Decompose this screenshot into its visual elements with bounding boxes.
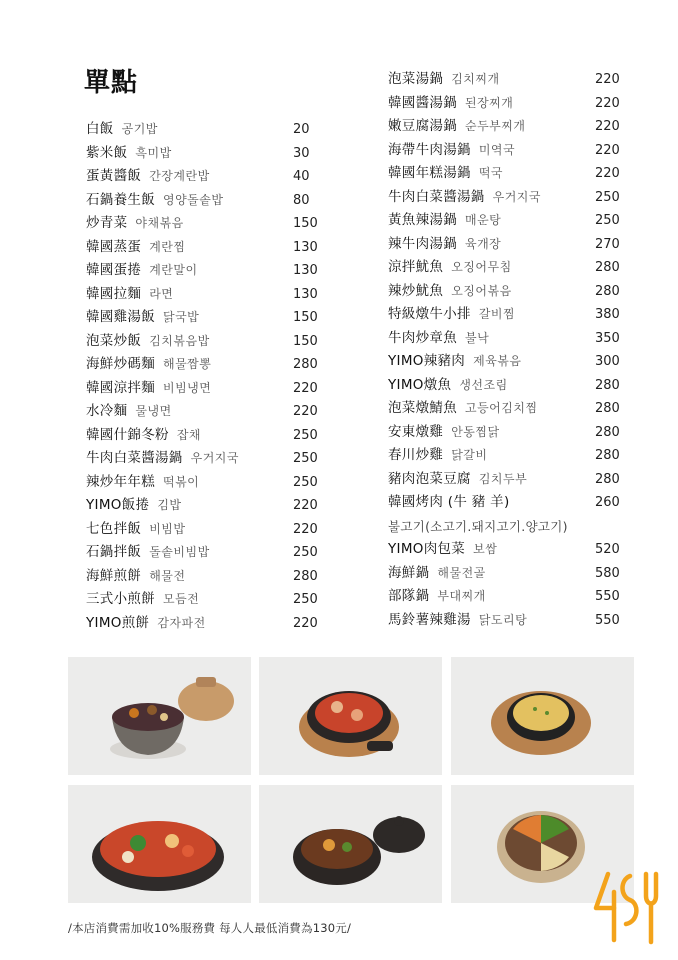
menu-item <box>86 518 318 542</box>
menu-item-korean-name: 간장계란밥 <box>149 169 210 183</box>
menu-item-name: 韓國烤肉 (牛 豬 羊) <box>388 494 510 510</box>
menu-item-price: 550 <box>595 612 620 628</box>
menu-item-price: 250 <box>293 427 318 443</box>
menu-item-name: YIMO肉包菜 <box>388 541 466 557</box>
menu-item <box>388 374 618 398</box>
menu-item-price: 250 <box>595 189 620 205</box>
menu-item-korean-name: 생선조림 <box>459 377 508 392</box>
menu-item <box>86 447 318 471</box>
menu-item <box>388 350 618 374</box>
menu-item-name: 韓國什錦冬粉 <box>86 426 169 443</box>
menu-item <box>86 283 318 307</box>
menu-item-price: 40 <box>293 169 310 184</box>
menu-item-korean-name: 김치두부 <box>478 471 528 486</box>
menu-item-korean-name: 잡채 <box>176 427 201 442</box>
menu-item-name: 韓國蒸蛋 <box>86 238 142 255</box>
menu-item-price: 250 <box>293 545 318 560</box>
menu-item <box>86 424 318 448</box>
menu-item-korean-name: 갈비찜 <box>478 307 516 321</box>
menu-item-price: 280 <box>595 283 620 299</box>
menu-item <box>86 400 318 424</box>
menu-item-price: 250 <box>293 451 318 466</box>
menu-item <box>86 306 318 330</box>
menu-item-korean-name: 육개장 <box>465 236 502 251</box>
menu-item-name: 豬肉泡菜豆腐 <box>388 470 471 487</box>
menu-item-price: 580 <box>595 565 620 581</box>
menu-item <box>86 142 318 166</box>
menu-item <box>388 186 618 210</box>
menu-item-name: 嫩豆腐湯鍋 <box>388 118 457 134</box>
menu-item-name: 七色拌飯 <box>86 520 142 537</box>
menu-item-price: 130 <box>293 263 318 278</box>
dish-photo-stone-pot-rice <box>68 657 251 775</box>
menu-item-price: 380 <box>595 307 620 322</box>
menu-item <box>86 471 318 495</box>
menu-item-name: 特級燉牛小排 <box>388 306 471 322</box>
menu-item-name: YIMO飯捲 <box>86 497 150 513</box>
dish-photo-clay-pot <box>259 785 442 903</box>
menu-item-name: 石鍋拌飯 <box>86 544 142 560</box>
menu-item <box>388 609 618 633</box>
menu-item <box>388 515 618 539</box>
menu-item-price: 20 <box>293 122 310 137</box>
menu-item-price: 220 <box>595 119 620 134</box>
menu-item <box>388 397 618 421</box>
menu-column-right <box>388 68 618 632</box>
menu-item-korean-name: 부대찌개 <box>437 589 486 603</box>
menu-item <box>86 565 318 589</box>
menu-item-price: 220 <box>293 404 318 419</box>
menu-item-name: 部隊鍋 <box>388 588 430 604</box>
menu-item-price: 250 <box>293 474 318 490</box>
menu-item-name: 三式小煎餅 <box>86 591 155 607</box>
menu-item-korean-name: 닭갈비 <box>451 448 488 462</box>
menu-item-name: 馬鈴薯辣雞湯 <box>388 611 471 628</box>
menu-item-price: 220 <box>293 521 318 537</box>
menu-item <box>388 233 618 257</box>
menu-item-price: 130 <box>293 239 318 255</box>
menu-item-korean-name: 김치볶음밥 <box>149 333 210 348</box>
menu-item-korean-name: 모듬전 <box>163 592 200 606</box>
menu-item-price: 280 <box>595 260 620 275</box>
menu-item-korean-name: 김밥 <box>157 498 182 512</box>
menu-item-name: 海鮮煎餅 <box>86 567 142 584</box>
menu-item <box>388 585 618 609</box>
menu-item <box>86 588 318 612</box>
menu-item-korean-name: 라면 <box>149 286 174 301</box>
menu-item-name: 紫米飯 <box>86 144 128 161</box>
menu-item-name: YIMO煎餅 <box>86 614 150 631</box>
menu-item-korean-name: 제육볶음 <box>473 354 522 368</box>
menu-item-price: 280 <box>595 424 620 440</box>
menu-item-korean-name: 떡국 <box>478 166 503 180</box>
menu-item-price: 550 <box>595 589 620 604</box>
menu-item-korean-name: 고등어김치찜 <box>465 401 538 415</box>
menu-item-name: 韓國年糕湯鍋 <box>388 165 471 181</box>
menu-item-korean-name: 안동찜닭 <box>451 424 500 439</box>
menu-item-korean-name: 야채볶음 <box>135 216 184 230</box>
menu-item-korean-name: 우거지국 <box>190 451 239 465</box>
page-title: 單點 <box>84 68 139 98</box>
menu-item <box>86 330 318 354</box>
menu-item-korean-name: 감자파전 <box>157 615 206 630</box>
menu-item <box>388 491 618 515</box>
menu-item-korean-name: 비빔냉면 <box>163 380 212 395</box>
menu-item <box>388 139 618 163</box>
menu-item-price: 220 <box>595 95 620 111</box>
menu-item <box>86 165 318 189</box>
menu-item-korean-name: 돌솥비빔밥 <box>149 545 210 559</box>
menu-item-korean-name: 비빔밥 <box>149 521 186 536</box>
dish-photo-steamed-egg <box>451 657 634 775</box>
menu-item-name: 白飯 <box>86 121 114 137</box>
menu-item-name: 泡菜湯鍋 <box>388 71 444 87</box>
menu-item <box>388 303 618 327</box>
menu-item-name: 春川炒雞 <box>388 447 444 463</box>
menu-item-name: 炒青菜 <box>86 215 128 231</box>
menu-item <box>86 236 318 260</box>
menu-item <box>388 209 618 233</box>
menu-item-korean-name: 오징어볶음 <box>451 283 512 298</box>
menu-item-korean-name: 닭도리탕 <box>478 612 528 627</box>
menu-item-korean-name: 공기밥 <box>121 122 158 136</box>
menu-item-korean-name: 미역국 <box>478 142 516 157</box>
menu-item-name: 韓國拉麵 <box>86 285 142 302</box>
menu-item <box>86 212 318 236</box>
menu-item-price: 280 <box>595 401 620 416</box>
menu-item-name: 韓國醬湯鍋 <box>388 94 457 111</box>
menu-item <box>86 612 318 636</box>
menu-item-name: 牛肉炒章魚 <box>388 329 457 346</box>
menu-item <box>388 538 618 562</box>
menu-item-korean-name: 해물짬뽕 <box>163 357 212 371</box>
menu-item-price: 270 <box>595 236 620 252</box>
menu-item-name: 辣炒魷魚 <box>388 282 444 299</box>
menu-item <box>86 494 318 518</box>
menu-item <box>388 444 618 468</box>
menu-column-left <box>86 118 318 635</box>
menu-item-name: 石鍋養生飯 <box>86 191 155 208</box>
menu-item-name: YIMO燉魚 <box>388 376 452 393</box>
dish-photos <box>68 657 634 909</box>
menu-item-korean-name: 해물전 <box>149 568 186 583</box>
menu-item-name: 불고기(소고기.돼지고기.양고기) <box>388 518 568 534</box>
menu-item-price: 150 <box>293 310 318 325</box>
menu-item-name: 海帶牛肉湯鍋 <box>388 141 471 158</box>
menu-item-name: 辣牛肉湯鍋 <box>388 235 457 252</box>
menu-item <box>388 68 618 92</box>
menu-item <box>388 468 618 492</box>
menu-item-name: 泡菜炒飯 <box>86 332 142 349</box>
menu-item <box>388 562 618 586</box>
menu-item <box>388 327 618 351</box>
menu-item <box>388 421 618 445</box>
menu-item-korean-name: 매운탕 <box>465 213 502 227</box>
menu-item-price: 250 <box>595 213 620 228</box>
menu-item-price: 280 <box>595 448 620 463</box>
menu-item-price: 150 <box>293 216 318 231</box>
menu-item-korean-name: 영양돌솥밥 <box>163 192 224 207</box>
menu-item-name: 韓國蛋捲 <box>86 262 142 278</box>
menu-item-korean-name: 김치찌개 <box>451 72 500 86</box>
menu-item-price: 130 <box>293 286 318 302</box>
menu-item-name: 韓國涼拌麵 <box>86 379 155 396</box>
menu-item-korean-name: 오징어무침 <box>451 260 512 274</box>
menu-item-name: 海鮮炒碼麵 <box>86 356 155 372</box>
menu-item-korean-name: 계란찜 <box>149 239 186 254</box>
menu-item-name: 辣炒年年糕 <box>86 473 155 490</box>
menu-item-price: 150 <box>293 333 318 349</box>
menu-item-name: 蛋黃醬飯 <box>86 168 142 184</box>
menu-item-korean-name: 보쌈 <box>473 542 498 556</box>
menu-item-price: 280 <box>293 357 318 372</box>
menu-item-name: 安東燉雞 <box>388 423 444 440</box>
menu-item-korean-name: 우거지국 <box>492 189 541 204</box>
menu-item-name: YIMO辣豬肉 <box>388 353 466 369</box>
menu-item-name: 韓國雞湯飯 <box>86 309 155 325</box>
menu-item-korean-name: 물냉면 <box>135 404 172 418</box>
dish-photo-sizzling-pan <box>259 657 442 775</box>
menu-item <box>86 353 318 377</box>
menu-item-price: 220 <box>595 166 620 181</box>
menu-item <box>86 118 318 142</box>
menu-item <box>86 189 318 213</box>
menu-item <box>86 541 318 565</box>
menu-item-korean-name: 불낙 <box>465 330 490 345</box>
menu-item-korean-name: 순두부찌개 <box>465 119 526 133</box>
menu-item-name: 水冷麵 <box>86 403 128 419</box>
menu-item-name: 涼拌魷魚 <box>388 259 444 275</box>
fork-logo-icon <box>590 866 666 946</box>
menu-item-price: 280 <box>293 568 318 584</box>
menu-item-price: 250 <box>293 592 318 607</box>
menu-item-price: 280 <box>595 471 620 487</box>
menu-item-price: 220 <box>595 142 620 158</box>
menu-item-price: 30 <box>293 145 310 161</box>
menu-item <box>388 92 618 116</box>
menu-item-price: 220 <box>293 615 318 631</box>
menu-item-name: 泡菜燉鯖魚 <box>388 400 457 416</box>
menu-item-korean-name: 계란말이 <box>149 263 198 277</box>
menu-item <box>388 115 618 139</box>
menu-item-korean-name: 흑미밥 <box>135 145 172 160</box>
menu-item-price: 280 <box>595 377 620 393</box>
menu-item-price: 260 <box>595 495 620 510</box>
menu-item-price: 300 <box>595 354 620 369</box>
menu-item-name: 海鮮鍋 <box>388 564 430 581</box>
service-charge-note: /本店消費需加收10%服務費 每人人最低消費為130元/ <box>68 921 352 935</box>
menu-item-price: 220 <box>293 498 318 513</box>
menu-item-name: 牛肉白菜醬湯鍋 <box>86 450 183 466</box>
menu-item-price: 80 <box>293 192 310 208</box>
menu-item <box>388 256 618 280</box>
menu-item <box>86 259 318 283</box>
menu-item-price: 220 <box>595 72 620 87</box>
menu-item <box>86 377 318 401</box>
menu-item-name: 牛肉白菜醬湯鍋 <box>388 188 485 205</box>
menu-item-price: 220 <box>293 380 318 396</box>
menu-item-korean-name: 떡볶이 <box>163 474 200 489</box>
menu-item-name: 黃魚辣湯鍋 <box>388 212 457 228</box>
menu-item-korean-name: 해물전골 <box>437 565 486 580</box>
menu-item-price: 350 <box>595 330 620 346</box>
menu-item-korean-name: 닭국밥 <box>163 310 200 324</box>
menu-item <box>388 280 618 304</box>
menu-item <box>388 162 618 186</box>
menu-item-korean-name: 된장찌개 <box>465 95 514 110</box>
dish-photo-seafood-pot <box>68 785 251 903</box>
menu-item-price: 520 <box>595 542 620 557</box>
